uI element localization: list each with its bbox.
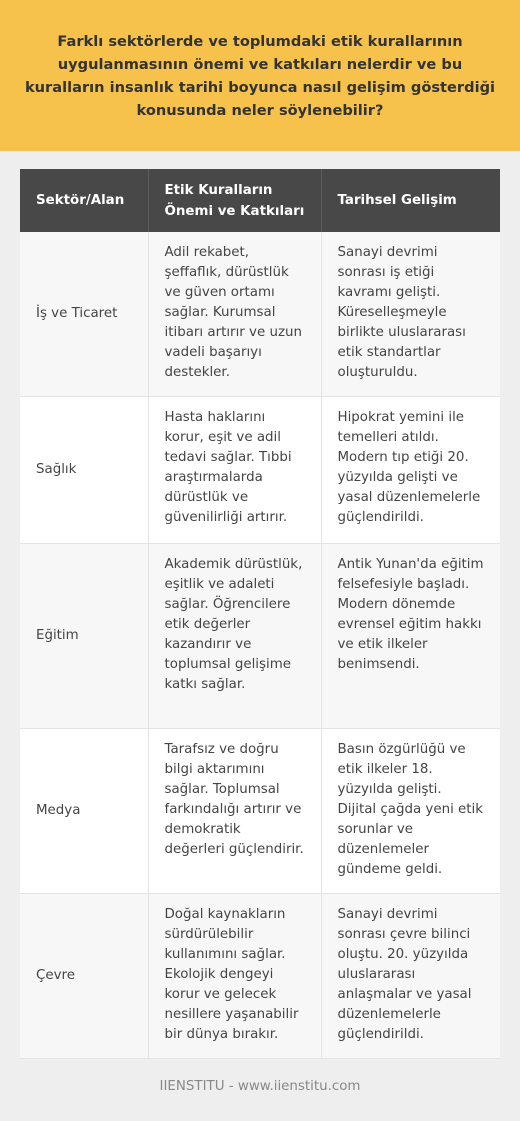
ethics-table-container (20, 169, 500, 1059)
cell-sector: Çevre (20, 893, 148, 1058)
table-header (20, 169, 500, 232)
cell-importance: Doğal kaynakların sürdürülebilir kullanımını sağlar. Ekolojik dengeyi korur ve gelecek nesillere yaşanabilir bir dünya bırakır. (148, 893, 321, 1058)
table-row (20, 543, 500, 728)
title-banner (0, 0, 520, 151)
cell-sector: Medya (20, 728, 148, 893)
page-title: Farklı sektörlerde ve toplumdaki etik kurallarının uygulanmasının önemi ve katkıları nelerdir ve bu kuralların insanlık tarihi boyunca nasıl gelişim gösterdiği konusunda neler söylenebilir? (24, 32, 496, 119)
cell-history: Basın özgürlüğü ve etik ilkeler 18. yüzyılda gelişti. Dijital çağda yeni etik sorunlar ve düzenlemeler gündeme geldi. (321, 728, 500, 893)
table-row (20, 728, 500, 893)
cell-history: Antik Yunan'da eğitim felsefesiyle başladı. Modern dönemde evrensel eğitim hakkı ve etik ilkeler benimsendi. (321, 543, 500, 728)
footer-credit: IIENSTITU - www.iienstitu.com (159, 1079, 361, 1094)
cell-history: Sanayi devrimi sonrası iş etiği kavramı gelişti. Küreselleşmeyle birlikte uluslararası etik standartlar oluşturuldu. (321, 232, 500, 396)
column-header-sector: Sektör/Alan (20, 169, 148, 232)
cell-sector: Eğitim (20, 543, 148, 728)
table-header-row (20, 169, 500, 232)
cell-history: Sanayi devrimi sonrası çevre bilinci oluştu. 20. yüzyılda uluslararası anlaşmalar ve yasal düzenlemelerle güçlendirildi. (321, 893, 500, 1058)
table-row (20, 396, 500, 543)
cell-importance: Tarafsız ve doğru bilgi aktarımını sağlar. Toplumsal farkındalığı artırır ve demokratik değerleri güçlendirir. (148, 728, 321, 893)
cell-history: Hipokrat yemini ile temelleri atıldı. Modern tıp etiği 20. yüzyılda gelişti ve yasal düzenlemelerle güçlendirildi. (321, 396, 500, 543)
table-body (20, 232, 500, 1058)
table-row (20, 893, 500, 1058)
ethics-table (20, 169, 500, 1059)
cell-importance: Adil rekabet, şeffaflık, dürüstlük ve güven ortamı sağlar. Kurumsal itibarı artırır ve uzun vadeli başarıyı destekler. (148, 232, 321, 396)
cell-importance: Hasta haklarını korur, eşit ve adil tedavi sağlar. Tıbbi araştırmalarda dürüstlük ve güvenilirliği artırır. (148, 396, 321, 543)
cell-sector: Sağlık (20, 396, 148, 543)
column-header-importance: Etik Kuralların Önemi ve Katkıları (148, 169, 321, 232)
cell-importance: Akademik dürüstlük, eşitlik ve adaleti sağlar. Öğrencilere etik değerler kazandırır ve toplumsal gelişime katkı sağlar. (148, 543, 321, 728)
column-header-history: Tarihsel Gelişim (321, 169, 500, 232)
cell-sector: İş ve Ticaret (20, 232, 148, 396)
table-row (20, 232, 500, 396)
